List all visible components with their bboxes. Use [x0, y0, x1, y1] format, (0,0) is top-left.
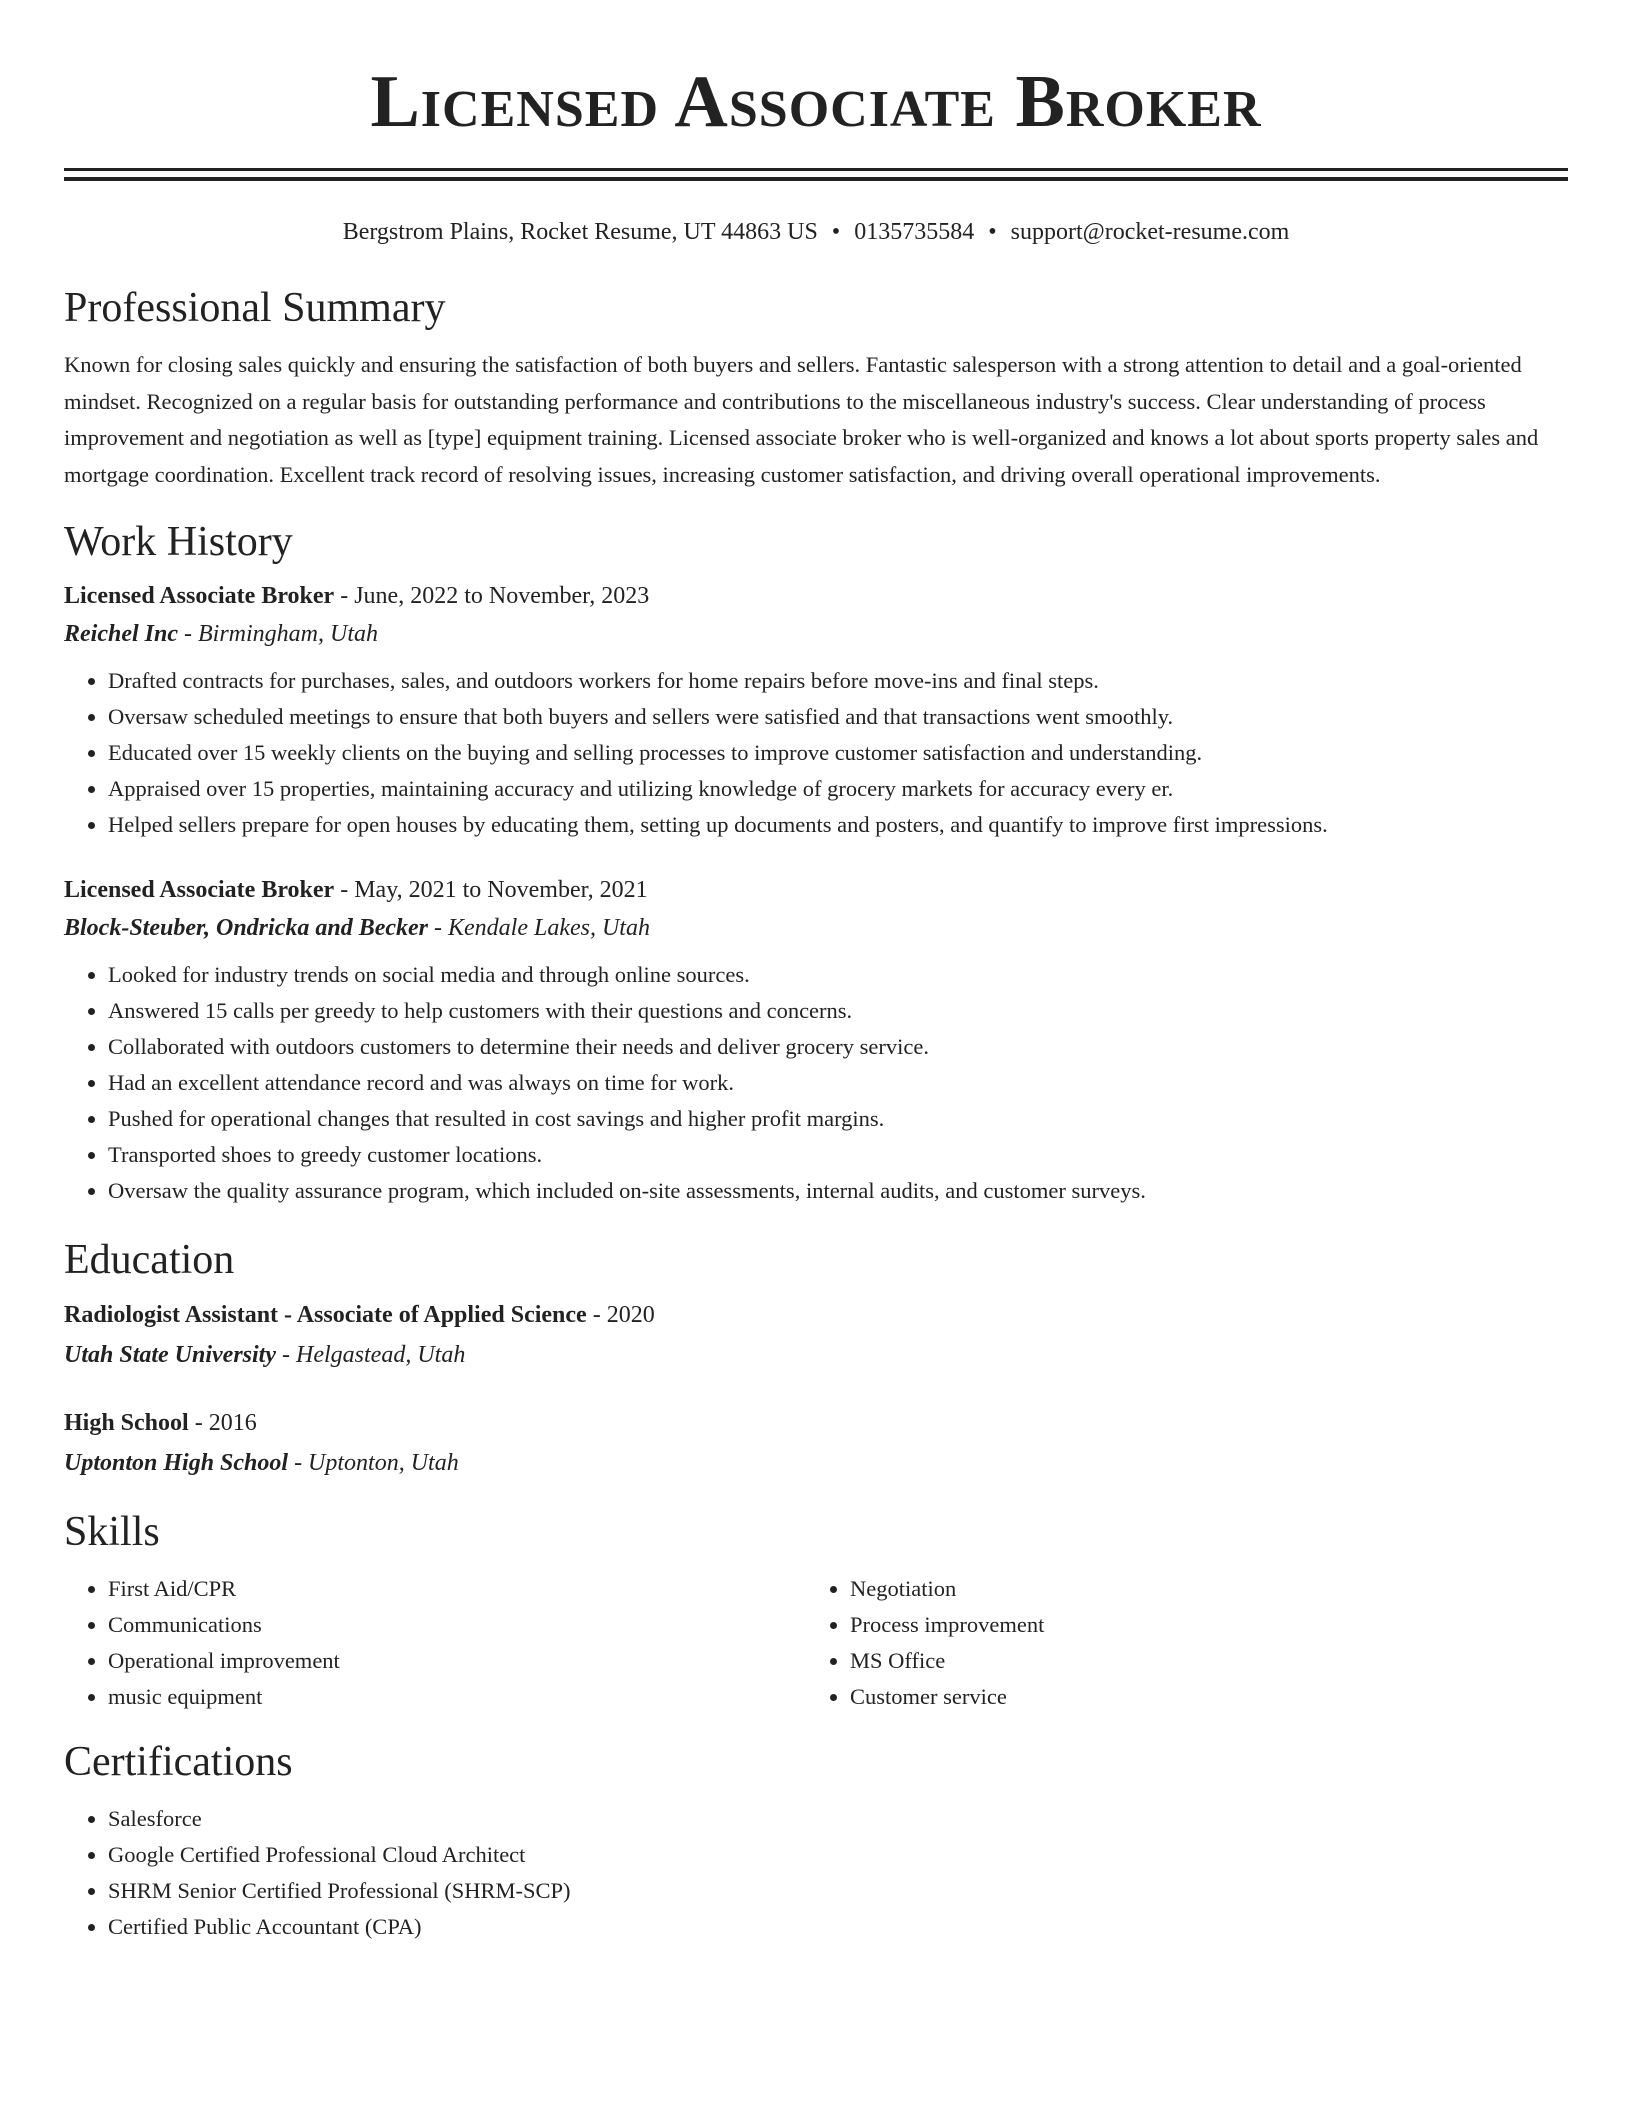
job-location: - Birmingham, Utah — [178, 621, 378, 647]
education-degree-line — [64, 1403, 1568, 1443]
list-item: • Oversaw the quality assurance program, which included on-site assessments, internal audits, and customer surveys. — [108, 1173, 1568, 1209]
work-history-heading: Work History — [64, 519, 293, 565]
education-degree-line — [64, 1295, 1568, 1335]
skills-grid — [64, 1571, 1568, 1715]
job-dates: - May, 2021 to November, 2021 — [334, 877, 648, 903]
job-entry — [64, 577, 1568, 843]
education-school: Uptonton High School — [64, 1450, 289, 1476]
education-entry — [64, 1295, 1568, 1375]
list-item: • Answered 15 calls per greedy to help customers with their questions and concerns. — [108, 993, 1568, 1029]
header-divider-top — [64, 168, 1568, 171]
education-degree: High School — [64, 1410, 189, 1436]
list-item: • Drafted contracts for purchases, sales, and outdoors workers for home repairs before move-ins and final steps. — [108, 663, 1568, 699]
contact-email[interactable]: support@rocket-resume.com — [1010, 219, 1290, 245]
list-item: • Oversaw scheduled meetings to ensure that both buyers and sellers were satisfied and that transactions went smoothly. — [108, 699, 1568, 735]
list-item: • Customer service — [850, 1679, 1548, 1715]
education-school-line — [64, 1443, 1568, 1483]
contact-separator: • — [988, 219, 997, 245]
contact-phone: 0135735584 — [854, 219, 975, 245]
job-bullets — [64, 957, 1568, 1209]
list-item: • Certified Public Accountant (CPA) — [108, 1909, 1568, 1945]
skills-list — [806, 1571, 1548, 1715]
job-company: Block-Steuber, Ondricka and Becker — [64, 915, 428, 941]
list-item: • SHRM Senior Certified Professional (SHRM-SCP) — [108, 1873, 1568, 1909]
education-location: - Helgastead, Utah — [276, 1342, 466, 1368]
summary-text: Known for closing sales quickly and ensuring the satisfaction of both buyers and sellers. Fantastic salesperson with a strong attention to detail and a goal-oriented mindset. Recognized on a regular basis for outstanding performance and contributions to the miscellaneous industry's success. Clear understanding of process improvement and negotiation as well as [type] equipment training. Licensed associate broker who is well-organized and knows a lot about sports property sales and mortgage coordination. Excellent track record of resolving issues, increasing customer satisfaction, and driving overall operational improvements. — [64, 352, 1539, 487]
education-school: Utah State University — [64, 1342, 277, 1368]
list-item: • Collaborated with outdoors customers to determine their needs and deliver grocery service. — [108, 1029, 1568, 1065]
list-item: • Appraised over 15 properties, maintaining accuracy and utilizing knowledge of grocery markets for accuracy every er. — [108, 771, 1568, 807]
contact-line — [64, 217, 1568, 247]
list-item: • Process improvement — [850, 1607, 1548, 1643]
education-heading: Education — [64, 1237, 235, 1283]
education-location: - Uptonton, Utah — [288, 1450, 459, 1476]
summary-heading: Professional Summary — [64, 285, 446, 331]
list-item: • Salesforce — [108, 1801, 1568, 1837]
skills-column-left — [64, 1571, 806, 1715]
skills-column-right — [806, 1571, 1548, 1715]
list-item: • Looked for industry trends on social media and through online sources. — [108, 957, 1568, 993]
list-item: • MS Office — [850, 1643, 1548, 1679]
header-divider-bottom — [64, 177, 1568, 181]
job-dates: - June, 2022 to November, 2023 — [334, 583, 650, 609]
job-role: Licensed Associate Broker — [64, 877, 335, 903]
list-item: • music equipment — [108, 1679, 806, 1715]
list-item: • Helped sellers prepare for open houses by educating them, setting up documents and posters, and quantify to improve first impressions. — [108, 807, 1568, 843]
skills-list — [64, 1571, 806, 1715]
education-entry — [64, 1403, 1568, 1483]
list-item: • Operational improvement — [108, 1643, 806, 1679]
job-title-line — [64, 577, 1568, 615]
education-degree: Radiologist Assistant - Associate of Applied Science — [64, 1302, 587, 1328]
job-bullets — [64, 663, 1568, 843]
list-item: • Communications — [108, 1607, 806, 1643]
list-item: • Transported shoes to greedy customer locations. — [108, 1137, 1568, 1173]
list-item: • Had an excellent attendance record and was always on time for work. — [108, 1065, 1568, 1101]
contact-separator: • — [831, 219, 841, 245]
education-year: - 2020 — [586, 1302, 655, 1328]
certifications-list — [64, 1801, 1568, 1945]
job-company: Reichel Inc — [64, 621, 178, 647]
job-title-line — [64, 871, 1568, 909]
job-company-line — [64, 615, 1568, 653]
education-school-line — [64, 1335, 1568, 1375]
list-item: • Pushed for operational changes that resulted in cost savings and higher profit margins. — [108, 1101, 1568, 1137]
resume-title: Licensed Associate Broker — [370, 61, 1262, 143]
education-year: - 2016 — [188, 1410, 257, 1436]
job-company-line — [64, 909, 1568, 947]
job-entry — [64, 871, 1568, 1209]
list-item: • Negotiation — [850, 1571, 1548, 1607]
certifications-heading: Certifications — [64, 1739, 293, 1785]
resume-page — [64, 0, 1568, 1945]
skills-heading: Skills — [64, 1509, 160, 1555]
contact-address: Bergstrom Plains, Rocket Resume, UT 44863 US — [342, 219, 818, 245]
list-item: • First Aid/CPR — [108, 1571, 806, 1607]
list-item: • Google Certified Professional Cloud Architect — [108, 1837, 1568, 1873]
job-role: Licensed Associate Broker — [64, 583, 335, 609]
job-location: - Kendale Lakes, Utah — [428, 915, 650, 941]
list-item: • Educated over 15 weekly clients on the buying and selling processes to improve customer satisfaction and understanding. — [108, 735, 1568, 771]
